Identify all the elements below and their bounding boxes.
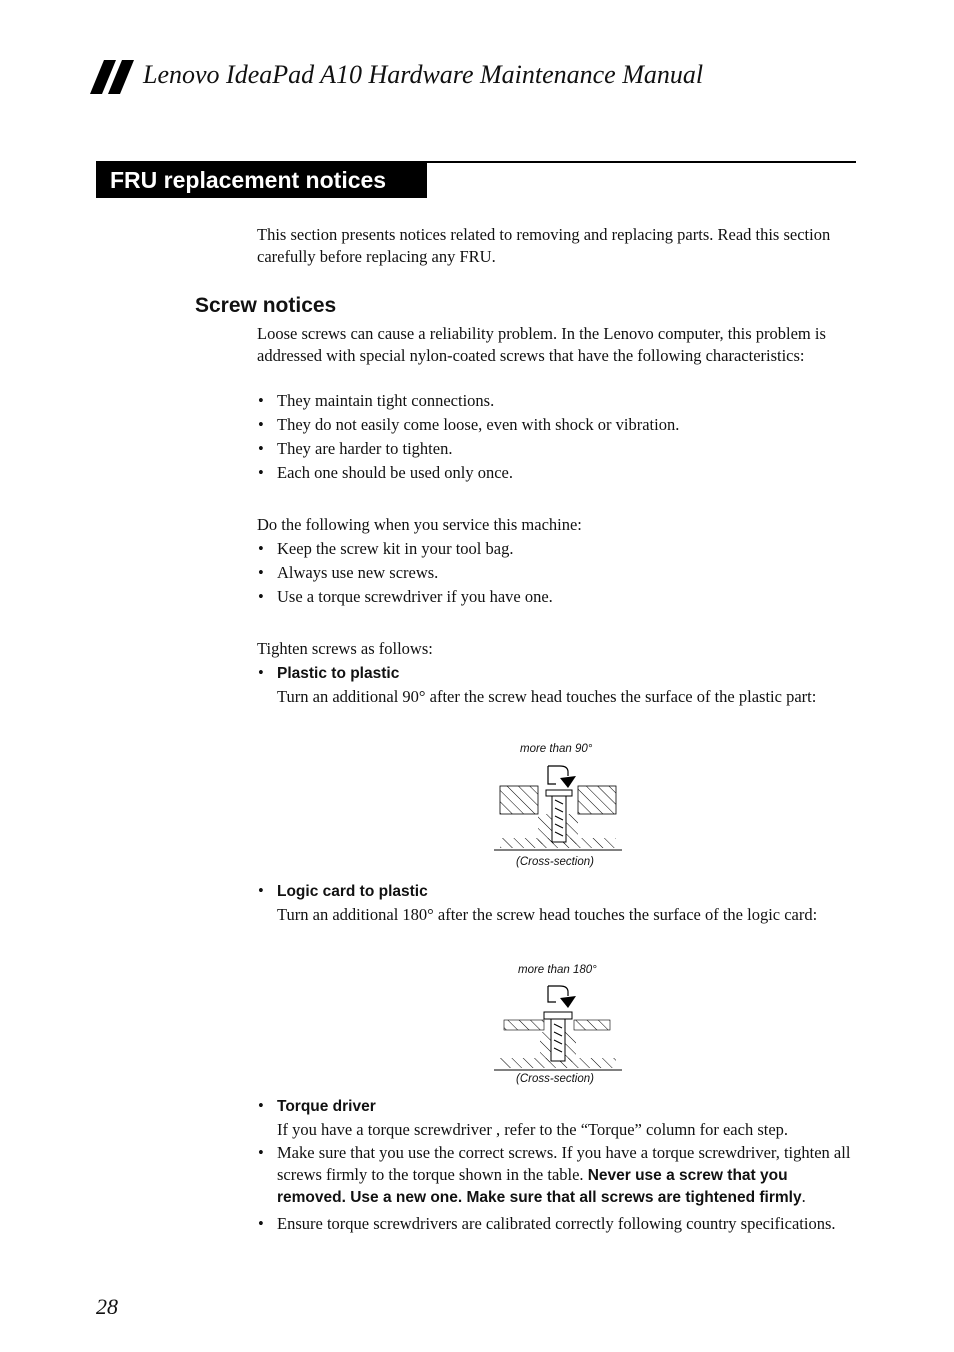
plastic-item <box>257 662 857 687</box>
characteristics-list <box>257 390 857 486</box>
list-item <box>257 662 857 685</box>
final-list <box>257 1142 857 1237</box>
plastic-text: Turn an additional 90° after the screw head touches the surface of the plastic part: <box>277 687 817 706</box>
figure-1-bottom-caption: (Cross-section) <box>516 856 594 868</box>
list-item: • Use a torque screwdriver if you have one. <box>257 586 857 608</box>
correct-screws-text: Make sure that you use the correct screws. If you have a torque screwdriver, tighten all screws firmly to the torque shown in the table. <box>277 1143 851 1184</box>
list-item: • Ensure torque screwdrivers are calibrated correctly following country specifications. <box>257 1213 857 1235</box>
list-item <box>257 880 857 903</box>
warning-period: . <box>801 1187 806 1206</box>
page-header <box>90 58 790 98</box>
torque-item <box>257 1095 857 1120</box>
list-item: • Each one should be used only once. <box>257 462 857 484</box>
list-item: • They are harder to tighten. <box>257 438 857 460</box>
list-item <box>257 1095 857 1118</box>
list-item: • They do not easily come loose, even with shock or vibration. <box>257 414 857 436</box>
logic-item <box>257 880 857 905</box>
section-title: FRU replacement notices <box>96 163 427 198</box>
torque-label: Torque driver <box>277 1098 376 1115</box>
figure-1-top-caption: more than 90° <box>520 743 593 755</box>
screw-notices-intro: Loose screws can cause a reliability problem. In the Lenovo computer, this problem is addressed with special nylon-coated screws that have the following characteristics: <box>257 324 826 365</box>
figure-2-bottom-caption: (Cross-section) <box>516 1073 594 1085</box>
screw-notices-heading: Screw notices <box>195 294 337 317</box>
plastic-screw-figure <box>490 758 630 858</box>
never-reuse-warning: Never use a screw that you removed. Use a new one. Make sure that all screws are tightened firmly <box>277 1166 802 1206</box>
list-item <box>257 1142 857 1209</box>
logic-label: Logic card to plastic <box>277 883 428 900</box>
service-intro: Do the following when you service this machine: <box>257 515 582 534</box>
service-list <box>257 538 857 610</box>
page-number: 28 <box>96 1294 118 1319</box>
section-intro: This section presents notices related to removing and replacing parts. Read this section carefully before replacing any FRU. <box>257 225 831 266</box>
logic-text: Turn an additional 180° after the screw head touches the surface of the logic card: <box>277 905 818 924</box>
header-slash-mark <box>90 58 138 98</box>
figure-2-top-caption: more than 180° <box>518 964 597 976</box>
list-item: • Always use new screws. <box>257 562 857 584</box>
logic-card-screw-figure <box>490 980 630 1075</box>
list-item: • Keep the screw kit in your tool bag. <box>257 538 857 560</box>
plastic-label: Plastic to plastic <box>277 665 400 682</box>
torque-text: If you have a torque screwdriver , refer to the “Torque” column for each step. <box>277 1120 789 1139</box>
tighten-intro: Tighten screws as follows: <box>257 639 433 658</box>
manual-title: Lenovo IdeaPad A10 Hardware Maintenance Manual <box>143 60 704 89</box>
list-item: • They maintain tight connections. <box>257 390 857 412</box>
